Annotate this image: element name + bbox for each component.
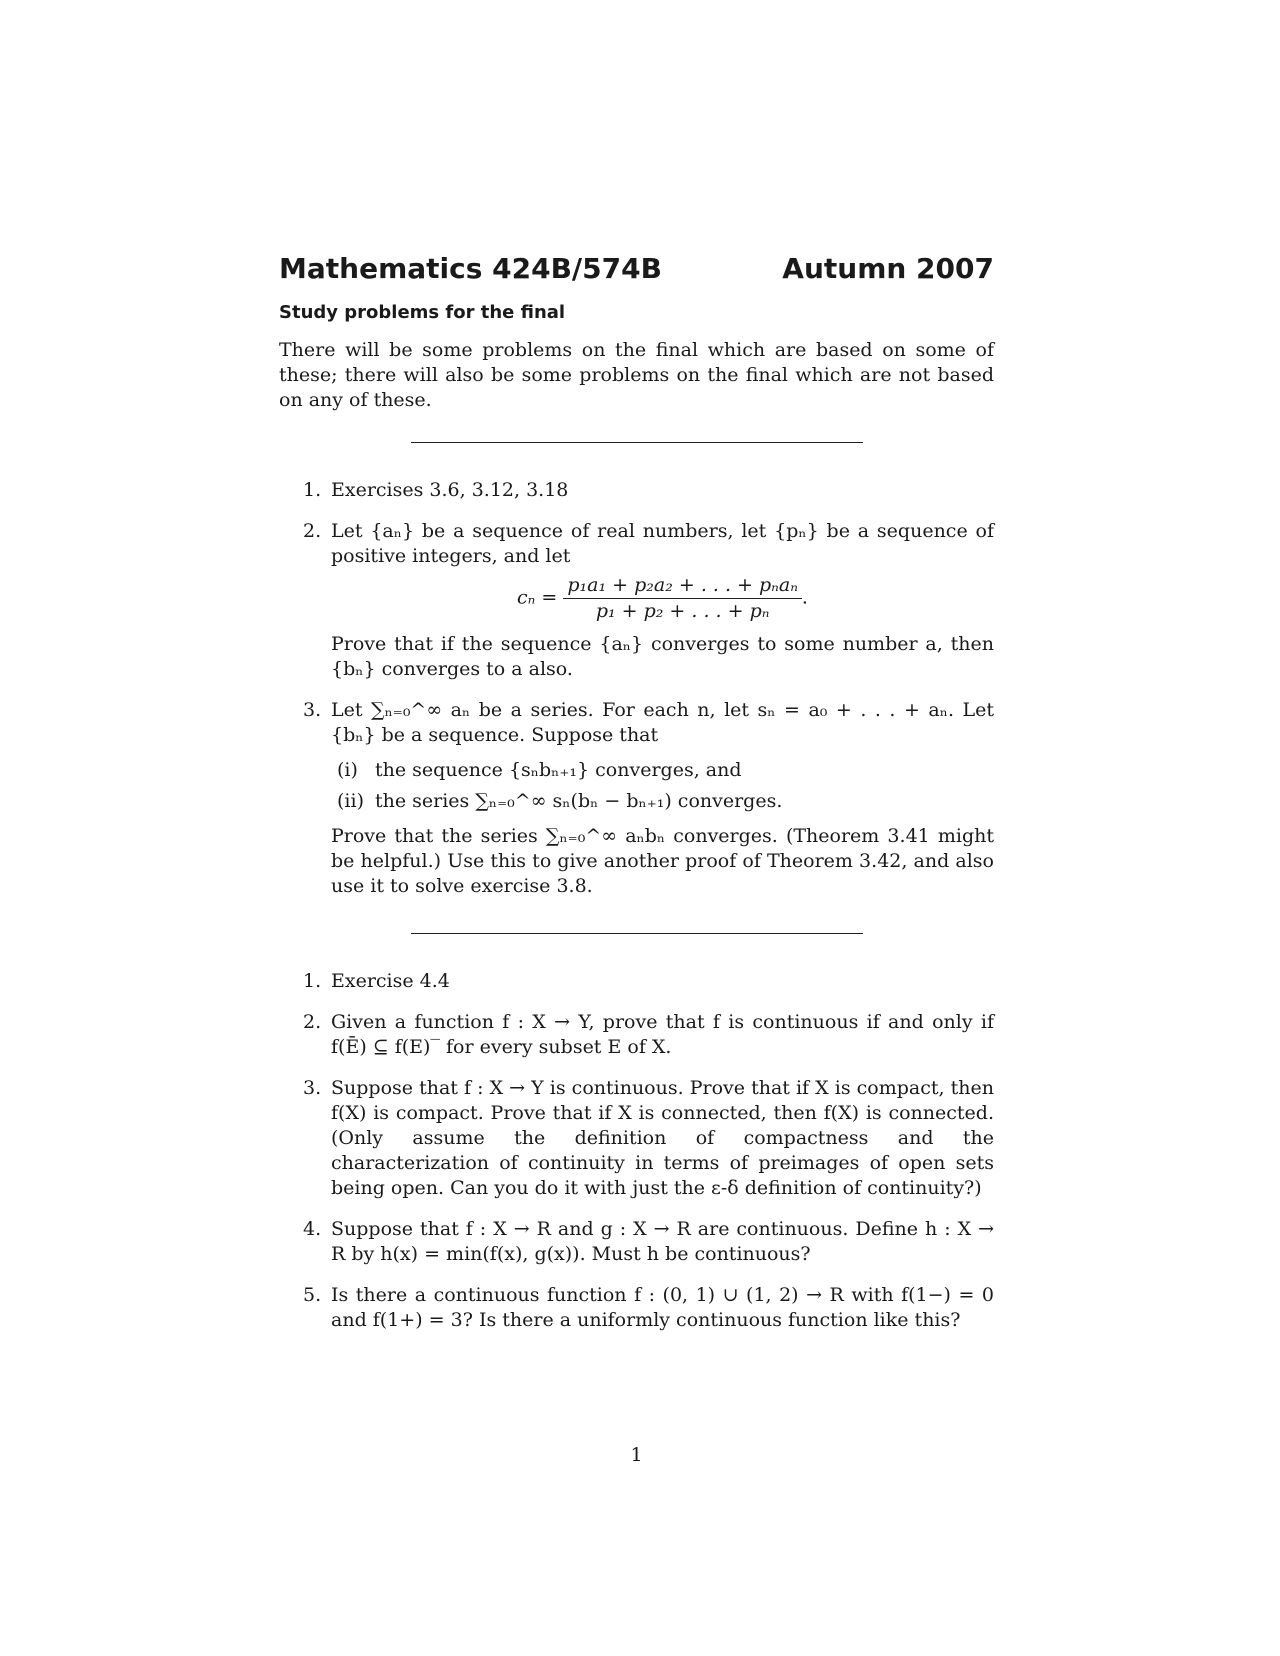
problem-item: 4. Suppose that f : X → R and g : X → R are continuous. Define h : X → R by h(x) = min(f(x), g(x)). Must h be continuous? bbox=[303, 1218, 994, 1265]
condition-list bbox=[331, 758, 994, 814]
problem-item: 1. Exercises 3.6, 3.12, 3.18 bbox=[303, 479, 569, 501]
problem-item: 5. Is there a continuous function f : (0, 1) ∪ (1, 2) → R with f(1−) = 0 and f(1+) = 3? Is there a uniformly continuous function like this? bbox=[303, 1284, 994, 1331]
term-label: Autumn 2007 bbox=[782, 252, 994, 285]
condition-item: (i) the sequence {sₙbₙ₊₁} converges, and bbox=[337, 759, 742, 781]
problem-item: 1. Exercise 4.4 bbox=[303, 970, 450, 992]
problem-text: Exercise 4.4 bbox=[331, 970, 450, 992]
section-divider bbox=[411, 442, 863, 443]
problem-item: 2. Given a function f : X → Y, prove that f is continuous if and only if f(Ē) ⊆ f(E)‾ for every subset E of X. bbox=[303, 1011, 994, 1058]
fraction: $\frac{\text{p₁a₁ + p₂a₂ + . . . + pₙaₙ}}{\text{p₁ + p₂ + . . . + pₙ}}$ bbox=[563, 573, 802, 624]
problem-item: 3. Suppose that f : X → Y is continuous. Prove that if X is compact, then f(X) is compact. Prove that if X is connected, then f(X) is connected. (Only assume the definition of compactness and the characterization of continuity in terms of preimages of open sets being open. Can you do it with just the ε-δ definition of continuity?) bbox=[303, 1077, 994, 1199]
page-number: 1 bbox=[630, 1444, 643, 1466]
problem-item: 3. Let ∑ₙ₌₀^∞ aₙ be a series. For each n, let sₙ = a₀ + . . . + aₙ. Let {bₙ} be a sequence. Suppose that (i) the sequence {sₙbₙ₊₁} converges, and (ii) the series ∑ₙ₌₀^∞ sₙ(bₙ − bₙ₊₁) converges. Prove that the series ∑ₙ₌₀^∞ aₙbₙ converges. (Theorem 3.41 might be helpful.) Use this to give another proof of Theorem 3.42, and also use it to solve exercise 3.8. bbox=[303, 699, 994, 897]
problem-text: Let ∑ₙ₌₀^∞ aₙ be a series. For each n, let sₙ = a₀ + . . . + aₙ. Let {bₙ} be a sequence. Suppose that bbox=[331, 699, 994, 746]
problem-text: Let {aₙ} be a sequence of real numbers, let {pₙ} be a sequence of positive integers, and let bbox=[331, 520, 994, 567]
problem-text: Suppose that f : X → Y is continuous. Prove that if X is compact, then f(X) is compact. Prove that if X is connected, then f(X) is connected. (Only assume the definition of compactness and the characterization of continuity in terms of preimages of open sets being open. Can you do it with just the ε-δ definition of continuity?) bbox=[331, 1077, 994, 1199]
problem-text: Is there a continuous function f : (0, 1) ∪ (1, 2) → R with f(1−) = 0 and f(1+) = 3? Is there a uniformly continuous function like this? bbox=[331, 1284, 994, 1331]
subtitle: Study problems for the final bbox=[279, 302, 566, 323]
problem-text: Prove that if the sequence {aₙ} converges to some number a, then {bₙ} converges to a also. bbox=[331, 633, 994, 680]
section-divider bbox=[411, 933, 863, 934]
intro-paragraph: There will be some problems on the final which are based on some of these; there will also be some problems on the final which are not based on any of these. bbox=[279, 339, 994, 411]
display-equation: cₙ = $\frac{\text{p₁a₁ + p₂a₂ + . . . + pₙaₙ}}{\text{p₁ + p₂ + . . . + pₙ}}$ . bbox=[517, 574, 808, 622]
problem-text: Suppose that f : X → R and g : X → R are continuous. Define h : X → R by h(x) = min(f(x), g(x)). Must h be continuous? bbox=[331, 1218, 994, 1265]
problem-text: Exercises 3.6, 3.12, 3.18 bbox=[331, 479, 569, 501]
problem-item: 2. Let {aₙ} be a sequence of real numbers, let {pₙ} be a sequence of positive integers, and let cₙ = $\frac{\text{p₁a₁ + p₂a₂ + . . . + pₙaₙ}}{\text{p₁ + p₂ + . . . + pₙ}}$ . Prove that if the sequence {aₙ} converges to some number a, then {bₙ} converges to a also. bbox=[303, 520, 994, 680]
problem-list-1 bbox=[279, 478, 994, 915]
problem-text: Given a function f : X → Y, prove that f is continuous if and only if f(Ē) ⊆ f(E)‾ for every subset E of X. bbox=[331, 1011, 994, 1058]
condition-item: (ii) the series ∑ₙ₌₀^∞ sₙ(bₙ − bₙ₊₁) converges. bbox=[337, 790, 783, 812]
problem-text: Prove that the series ∑ₙ₌₀^∞ aₙbₙ converges. (Theorem 3.41 might be helpful.) Use this to give another proof of Theorem 3.42, and also use it to solve exercise 3.8. bbox=[331, 825, 994, 897]
problem-list-2 bbox=[279, 969, 994, 1349]
course-title: Mathematics 424B/574B bbox=[279, 252, 662, 285]
